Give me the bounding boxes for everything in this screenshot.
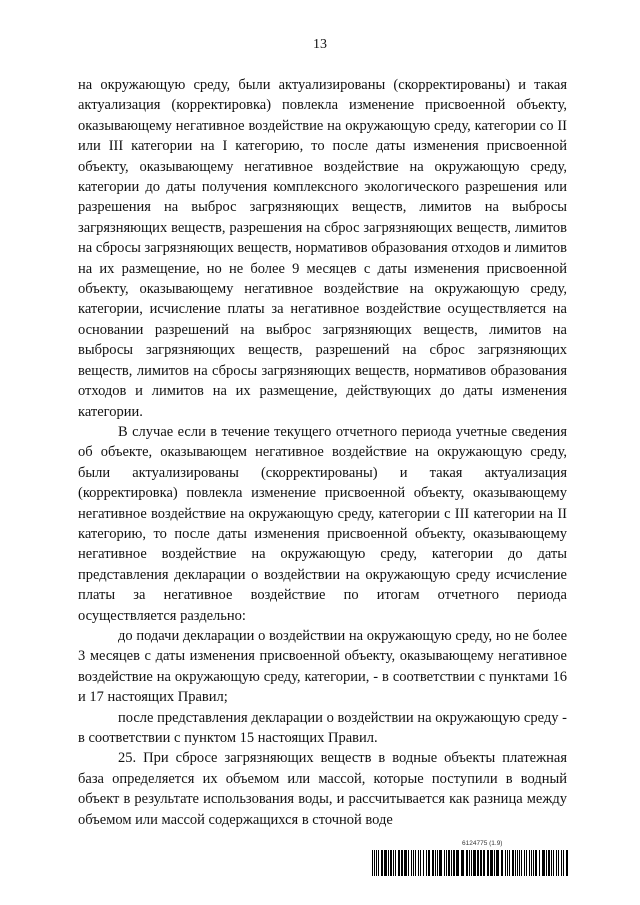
paragraph-3: до подачи декларации о воздействии на окружающую среду, но не более 3 месяцев с даты изменения присвоенной объекту, оказывающему негативное воздействие на окружающую среду, категории, - в соответствии с пунктами 16 и 17 настоящих Правил; bbox=[78, 627, 567, 706]
paragraph-5: 25. При сбросе загрязняющих веществ в водные объекты платежная база определяется их объемом или массой, которые поступили в водный объект в результате использования воды, и рассчитывается как разница между объемом или массой содержащихся в сточной воде bbox=[78, 750, 567, 828]
paragraph-2: В случае если в течение текущего отчетного периода учетные сведения об объекте, оказывающем негативное воздействие на окружающую среду, были актуализированы (скорректированы) и такая актуализация (корректировка) повлекла изменение присвоенной объекту, оказывающему негативное воздействие на окружающую среду, категории с III категории на II категорию, то после даты изменения присвоенной объекту, оказывающему негативное воздействие на окружающую среду, категории до даты представления декларации о воздействии на окружающую среду исчисление платы за негативное воздействие по итогам отчетного периода осуществляется раздельно: bbox=[78, 423, 567, 624]
barcode-icon bbox=[372, 850, 568, 876]
page-number: 13 bbox=[313, 37, 327, 52]
document-body bbox=[78, 75, 567, 830]
paragraph-4: после представления декларации о воздействии на окружающую среду - в соответствии с пунктом 15 настоящих Правил. bbox=[78, 709, 567, 746]
paragraph-1: на окружающую среду, были актуализированы (скорректированы) и такая актуализация (корректировка) повлекла изменение присвоенной объекту, оказывающему негативное воздействие на окружающую среду, категории со II или III категории на I категорию, то после даты изменения присвоенной объекту, оказывающему негативное воздействие на окружающую среду, категории до даты получения комплексного экологического разрешения или разрешения на выброс загрязняющих веществ, лимитов на выбросы загрязняющих веществ, разрешения на сброс загрязняющих веществ, лимитов на сбросы загрязняющих веществ, нормативов образования отходов и лимитов на их размещение, но не более 9 месяцев с даты изменения присвоенной объекту, оказывающему негативное воздействие на окружающую среду, категории, исчисление платы за негативное воздействие осуществляется на основании разрешений на выброс загрязняющих веществ, лимитов на выбросы загрязняющих веществ, разрешений на сброс загрязняющих веществ, лимитов на сбросы загрязняющих веществ, нормативов образования отходов и лимитов на их размещение, действующих до даты изменения категории. bbox=[78, 77, 567, 420]
document-code: 6124775 (1.9) bbox=[462, 840, 503, 847]
